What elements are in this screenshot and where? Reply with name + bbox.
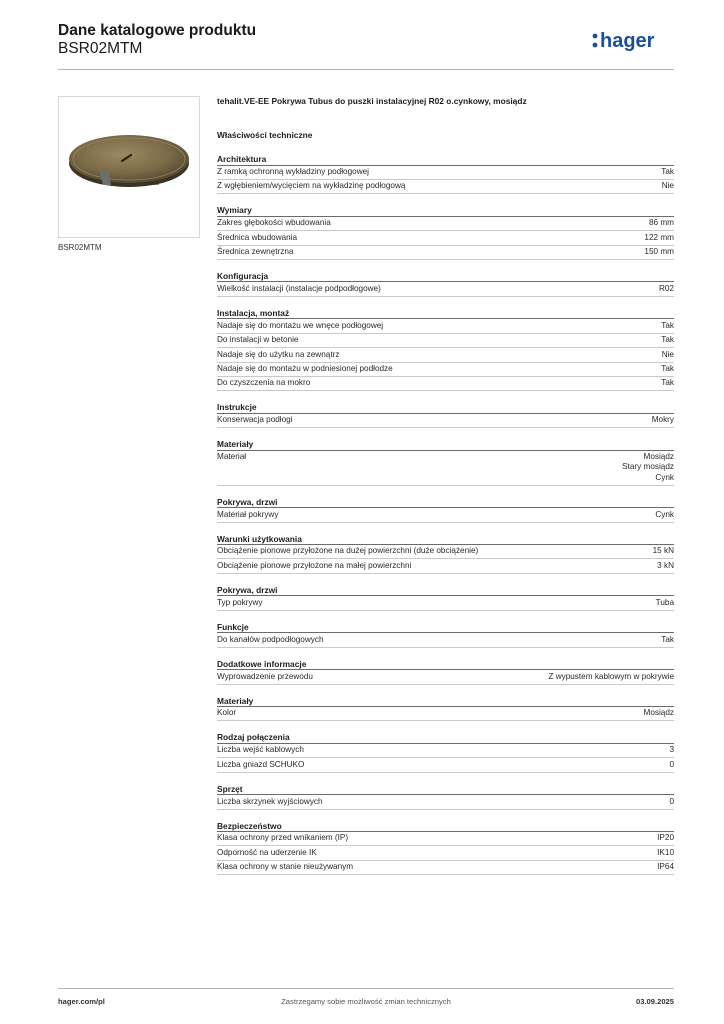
- spec-label: Kolor: [217, 708, 237, 718]
- spec-row: [217, 319, 674, 333]
- spec-label: Z wgłębieniem/wycięciem na wykładzinę podłogową: [217, 181, 406, 191]
- spec-row: [217, 246, 674, 260]
- section-heading: Wymiary: [217, 204, 674, 217]
- spec-label: Liczba wejść kablowych: [217, 745, 304, 755]
- spec-label: Liczba gniazd SCHUKO: [217, 759, 305, 769]
- spec-label: Do czyszczenia na mokro: [217, 378, 311, 388]
- document-title: Dane katalogowe produktu: [58, 22, 257, 39]
- spec-section: [217, 584, 674, 611]
- spec-row: [217, 363, 674, 377]
- spec-label: Średnica zewnętrzna: [217, 246, 294, 256]
- spec-section: [217, 621, 674, 648]
- spec-value: Tak: [661, 363, 674, 373]
- page-header: [58, 22, 674, 70]
- product-code: BSR02MTM: [58, 40, 143, 57]
- spec-value: IP20: [657, 833, 674, 843]
- print-date: 03.09.2025: [635, 997, 674, 1006]
- spec-value: Mosiądz Stary mosiądz Cynk: [622, 452, 674, 482]
- spec-row: [217, 633, 674, 647]
- spec-section: [217, 401, 674, 428]
- spec-label: Średnica wbudowania: [217, 232, 298, 242]
- spec-row: [217, 832, 674, 846]
- spec-row: [217, 758, 674, 772]
- section-heading: Bezpieczeństwo: [217, 820, 674, 833]
- spec-row: [217, 744, 674, 758]
- spec-label: Do kanałów podpodłogowych: [217, 634, 324, 644]
- section-heading: Rodzaj połączenia: [217, 731, 674, 744]
- spec-section: [217, 307, 674, 391]
- spec-value: Cynk: [655, 509, 674, 519]
- spec-row: [217, 231, 674, 245]
- spec-row: [217, 348, 674, 362]
- section-heading: Funkcje: [217, 621, 674, 634]
- spec-row: [217, 414, 674, 428]
- spec-row: [217, 670, 674, 684]
- spec-row: [217, 596, 674, 610]
- spec-row: [217, 707, 674, 721]
- section-heading: Instrukcje: [217, 401, 674, 414]
- logo-text: hager: [600, 30, 655, 52]
- spec-label: Liczba skrzynek wyjściowych: [217, 796, 323, 806]
- spec-label: Obciążenie pionowe przyłożone na małej powierzchni: [217, 560, 412, 570]
- spec-value: 86 mm: [648, 218, 674, 228]
- spec-section: [217, 204, 674, 260]
- spec-section: [217, 496, 674, 523]
- spec-label: Odporność na uderzenie IK: [217, 847, 317, 857]
- section-heading: Konfiguracja: [217, 270, 674, 283]
- spec-row: [217, 795, 674, 809]
- spec-section: [217, 783, 674, 810]
- section-heading: Architektura: [217, 153, 674, 166]
- spec-section: [217, 533, 674, 574]
- spec-value: 15 kN: [652, 546, 674, 556]
- spec-label: Nadaje się do montażu w podniesionej podłodze: [217, 363, 393, 373]
- spec-label: Klasa ochrony przed wnikaniem (IP): [217, 833, 349, 843]
- spec-row: [217, 377, 674, 391]
- spec-label: Materiał: [217, 452, 247, 462]
- section-heading: Warunki użytkowania: [217, 533, 674, 546]
- spec-section: [217, 270, 674, 297]
- spec-row: [217, 861, 674, 875]
- spec-value: 0: [669, 796, 674, 806]
- section-heading: Materiały: [217, 695, 674, 708]
- spec-row: [217, 217, 674, 231]
- spec-value: Tak: [661, 378, 674, 388]
- spec-label: Materiał pokrywy: [217, 509, 279, 519]
- header-divider: [58, 69, 674, 70]
- footer-divider: [58, 988, 674, 989]
- spec-value: Nie: [661, 181, 674, 191]
- technical-properties-title: Właściwości techniczne: [217, 130, 313, 140]
- section-heading: Instalacja, montaż: [217, 307, 674, 320]
- spec-section: [217, 658, 674, 685]
- spec-section: [217, 731, 674, 772]
- section-heading: Dodatkowe informacje: [217, 658, 674, 671]
- spec-section: [217, 438, 674, 486]
- spec-row: [217, 508, 674, 522]
- spec-row: [217, 846, 674, 860]
- spec-value: Tak: [661, 335, 674, 345]
- spec-value: 150 mm: [644, 246, 674, 256]
- spec-label: Typ pokrywy: [217, 597, 263, 607]
- spec-value: Tak: [661, 166, 674, 176]
- spec-value: Tak: [661, 320, 674, 330]
- photo-caption: BSR02MTM: [58, 243, 102, 252]
- spec-value: Tak: [661, 634, 674, 644]
- section-heading: Pokrywa, drzwi: [217, 496, 674, 509]
- spec-value: Z wypustem kablowym w pokrywie: [548, 671, 674, 681]
- spec-section: [217, 153, 674, 194]
- hager-logo: [590, 26, 674, 54]
- spec-label: Klasa ochrony w stanie nieużywanym: [217, 862, 354, 872]
- spec-label: Wyprowadzenie przewodu: [217, 671, 313, 681]
- spec-row: [217, 334, 674, 348]
- spec-label: Nadaje się do montażu we wnęce podłogowej: [217, 320, 384, 330]
- spec-section: [217, 820, 674, 876]
- spec-row: [217, 451, 674, 486]
- spec-value: 122 mm: [644, 232, 674, 242]
- spec-value: 0: [669, 759, 674, 769]
- spec-value: Nie: [661, 349, 674, 359]
- spec-value: Mokry: [651, 415, 674, 425]
- disclaimer: Zastrzegamy sobie możliwość zmian technicznych: [281, 997, 451, 1006]
- spec-row: [217, 282, 674, 296]
- spec-label: Z ramką ochronną wykładziny podłogowej: [217, 166, 370, 176]
- product-image: [59, 97, 199, 237]
- spec-value: Tuba: [655, 597, 674, 607]
- spec-value: 3 kN: [657, 560, 674, 570]
- product-details: [217, 96, 674, 875]
- spec-value: Mosiądz: [643, 708, 674, 718]
- product-description: tehalit.VE-EE Pokrywa Tubus do puszki instalacyjnej R02 o.cynkowy, mosiądz: [217, 96, 527, 106]
- spec-section: [217, 695, 674, 722]
- properties-list: [217, 153, 674, 875]
- spec-label: Wielkość instalacji (instalacje podpodłogowe): [217, 283, 381, 293]
- spec-value: 3: [669, 745, 674, 755]
- section-heading: Materiały: [217, 438, 674, 451]
- spec-value: IK10: [657, 847, 674, 857]
- spec-label: Nadaje się do użytku na zewnątrz: [217, 349, 340, 359]
- spec-row: [217, 545, 674, 559]
- product-photo: [58, 96, 200, 238]
- spec-label: Obciążenie pionowe przyłożone na dużej powierzchni (duże obciążenie): [217, 546, 479, 556]
- spec-value: R02: [658, 283, 674, 293]
- spec-row: [217, 559, 674, 573]
- website-link[interactable]: hager.com/pl: [58, 997, 105, 1006]
- spec-value: IP64: [657, 862, 674, 872]
- spec-label: Do instalacji w betonie: [217, 335, 299, 345]
- section-heading: Sprzęt: [217, 783, 674, 796]
- section-heading: Pokrywa, drzwi: [217, 584, 674, 597]
- spec-row: [217, 166, 674, 180]
- spec-label: Konserwacja podłogi: [217, 415, 293, 425]
- spec-row: [217, 180, 674, 194]
- spec-label: Zakres głębokości wbudowania: [217, 218, 331, 228]
